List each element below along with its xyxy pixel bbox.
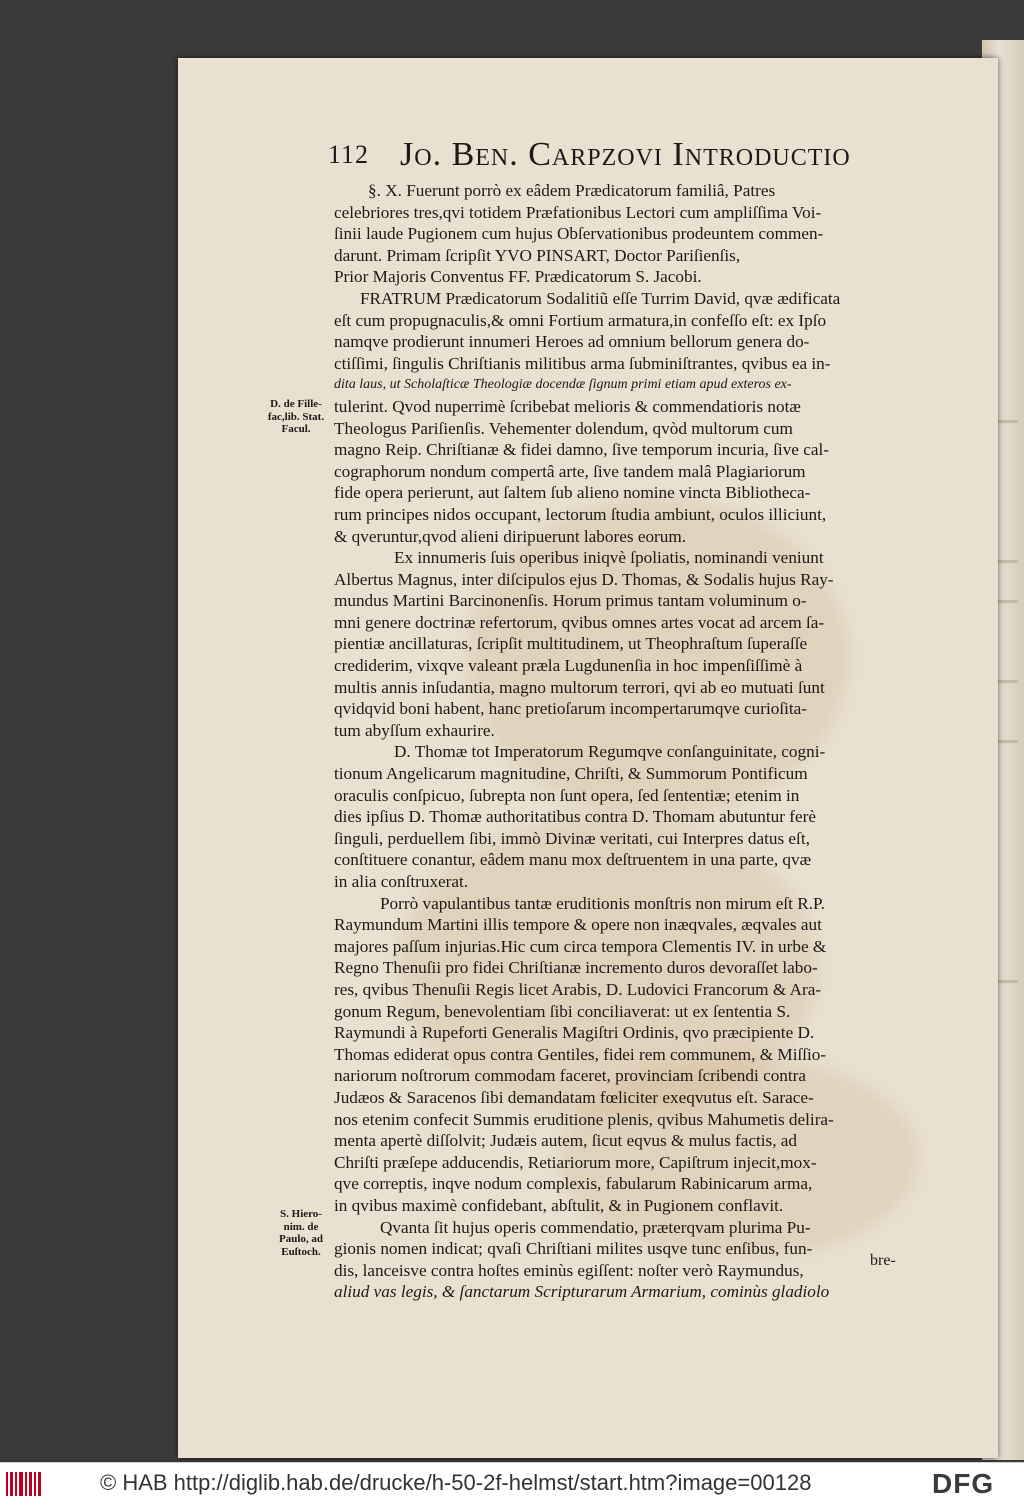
running-title: Jo. Ben. Carpzovi Introductio (400, 136, 851, 173)
text-line: conſtituere conantur, eâdem manu mox deſtruentem in una parte, qvæ (334, 850, 812, 870)
margin-note-line: S. Hiero- (280, 1208, 322, 1220)
text-line: Theologus Pariſienſis. Vehementer dolendum, qvòd multorum cum (334, 418, 793, 438)
text-line: qve correptis, inqve nodum complexis, fabularum Rabinicarum arma, (334, 1174, 813, 1194)
text-line: namqve prodierunt innumeri Heroes ad omnium bellorum genera do- (334, 332, 810, 352)
text-line: nos etenim confecit Summis eruditione plenis, qvibus Mahumetis delira- (334, 1109, 834, 1129)
text-line: magno Reip. Chriſtianæ & fidei damno, ſive temporum incuria, ſive cal- (334, 440, 829, 460)
text-line: Prior Majoris Conventus FF. Prædicatorum S. Jacobi. (334, 267, 702, 287)
page-number: 112 (328, 140, 370, 169)
text-line: majores paſſum injurias.Hic cum circa tempora Clementis IV. in urbe & (334, 936, 827, 956)
text-line: fide opera perierunt, aut ſaltem ſub alieno nomine vincta Bibliotheca- (334, 483, 811, 503)
text-line: D. Thomæ tot Imperatorum Regumqve conſanguinitate, cogni- (394, 742, 826, 762)
body-text (334, 180, 900, 1303)
text-line: mundus Martini Barcinonenſis. Horum primus tantam voluminum o- (334, 591, 807, 611)
text-line: eſt cum propugnaculis,& omni Fortium armatura,in confeſſo eſt: ex Ipſo (334, 310, 827, 330)
margin-note-hieronim (268, 1208, 334, 1258)
text-line: darunt. Primam ſcripſit YVO PINSART, Doctor Pariſienſis, (334, 245, 741, 265)
text-line: gionis nomen indicat; qvaſi Chriſtiani milites usqve tunc enſibus, fun- (334, 1239, 813, 1259)
text-line: Thomas ediderat opus contra Gentiles, fidei rem communem, & Miſſio- (334, 1044, 827, 1064)
text-line: multis annis inſudantia, magno multorum terrori, qvi ab eo mutuati ſunt (334, 677, 825, 697)
text-line: celebriores tres,qvi totidem Præfationibus Lectori cum ampliſſima Voi- (334, 202, 822, 222)
text-line: aliud vas legis, & ſanctarum Scripturarum Armarium, cominùs gladiolo (334, 1282, 830, 1302)
text-line: dis, lanceisve contra hoſtes eminùs egiſſent: noſter verò Raymundus, (334, 1260, 804, 1280)
text-line: ſinii laude Pugionem cum hujus Obſervationibus prodeuntem commen- (334, 224, 824, 244)
text-line: oraculis conſpicuo, ſubrepta non ſunt opera, ſed ſententiæ; etenim in (334, 785, 800, 805)
text-line: ctiſſimi, ſingulis Chriſtianis militibus arma ſubminiſtrantes, qvibus ea in- (334, 353, 831, 373)
text-line: res, qvibus Thenuſii Regis licet Arabis, D. Ludovici Francorum & Ara- (334, 979, 822, 999)
footer-bar (0, 1462, 1024, 1505)
text-line: Albertus Magnus, inter diſcipulos ejus D. Thomas, & Sodalis hujus Ray- (334, 569, 834, 589)
text-line: pientiæ ancillaturas, ſcripſit multitudinem, ut Theophraſtum ſuperaſſe (334, 634, 808, 654)
margin-note-line: nim. de (283, 1220, 319, 1233)
text-line: gonum Regum, benevolentiam ſibi conciliaverat: ut ex ſententia S. (334, 1001, 791, 1021)
text-line: Raymundi à Rupeforti Generalis Magiſtri Ordinis, qvo præcipiente D. (334, 1023, 815, 1043)
text-line: in alia conſtruxerat. (334, 872, 469, 891)
text-line: rum principes nidos occupant, lectorum ſtudia ambiunt, oculos illiciunt, (334, 504, 827, 524)
text-line: Ex innumeris ſuis operibus iniqvè ſpoliatis, nominandi veniunt (394, 548, 824, 568)
margin-note-fillesac (256, 398, 336, 436)
text-line: qvidqvid boni habent, hanc pretioſarum incompertarumqve curioſita- (334, 699, 807, 719)
margin-note-line: D. de Fille- (270, 398, 322, 410)
text-line: Chriſti præſepe adducendis, Retiariorum more, Capiſtrum injecit,mox- (334, 1152, 817, 1172)
text-line: Regno Thenuſii pro fidei Chriſtianæ incremento duros devoraſſet labo- (334, 958, 818, 978)
text-line: nariorum noſtrorum commodam faceret, provinciam ſcribendi contra (334, 1066, 807, 1086)
text-line: dita laus, ut Scholaſticæ Theologiæ docendæ ſignum primi etiam apud exteros ex- (334, 377, 792, 393)
running-head (320, 136, 851, 180)
source-credit-link[interactable]: © HAB http://diglib.hab.de/drucke/h-50-2f-helmst/start.htm?image=00128 (100, 1470, 812, 1495)
text-line: Porrò vapulantibus tantæ eruditionis monſtris non mirum eſt R.P. (380, 893, 825, 913)
text-line: tionum Angelicarum magnitudine, Chriſti, & Summorum Pontificum (334, 764, 808, 784)
text-line: cographorum nondum compertâ arte, ſive tandem malâ Plagiariorum (334, 461, 806, 481)
margin-note-line: fac,lib. Stat. (267, 410, 325, 423)
text-line: & qveruntur,qvod alieni diripuerunt labores eorum. (334, 526, 687, 546)
hab-logo-icon (6, 1472, 46, 1496)
catchword: bre- (870, 1252, 896, 1269)
text-line: menta apertè diſſolvit; Judæis autem, ſicut eqvus & mulus factis, ad (334, 1131, 798, 1151)
text-line: crediderim, vixqve valeant præla Lugdunenſia in hoc impenſiſſimè à (334, 656, 803, 676)
margin-note-line: Facul. (281, 423, 311, 435)
text-line: tulerint. Qvod nuperrimè ſcribebat melioris & commendatioris notæ (334, 396, 801, 416)
text-line: FRATRUM Prædicatorum Sodalitiũ eſſe Turrim David, qvæ ædificata (360, 288, 841, 308)
text-line: dies ipſius D. Thomæ authoritatibus contra D. Thomam abutuntur ferè (334, 807, 816, 827)
text-line: ſinguli, perduellem ſibi, immò Divinæ veritati, cui Interpres datus eſt, (334, 828, 810, 848)
text-line: in qvibus maximè confidebant, abſtulit, & in Pugionem conflavit. (334, 1195, 784, 1215)
text-line: tum abyſſum exhaurire. (334, 720, 495, 740)
margin-note-line: Euſtoch. (281, 1245, 321, 1258)
dfg-logo: DFG (932, 1468, 995, 1499)
text-line: Raymundum Martini illis tempore & opere non inæqvales, æqvales aut (334, 915, 822, 935)
text-line: Judæos & Saracenos ſibi demandatam fœliciter exeqvutus eſt. Sarace- (334, 1087, 814, 1107)
text-line: §. X. Fuerunt porrò ex eâdem Prædicatorum familiâ, Patres (368, 181, 776, 200)
margin-note-line: Paulo, ad (278, 1233, 323, 1245)
text-line: mni genere doctrinæ refertorum, qvibus omnes artes vocat ad arcem ſa- (334, 612, 825, 632)
text-line: Qvanta ſit hujus operis commendatio, præterqvam plurima Pu- (380, 1217, 811, 1237)
